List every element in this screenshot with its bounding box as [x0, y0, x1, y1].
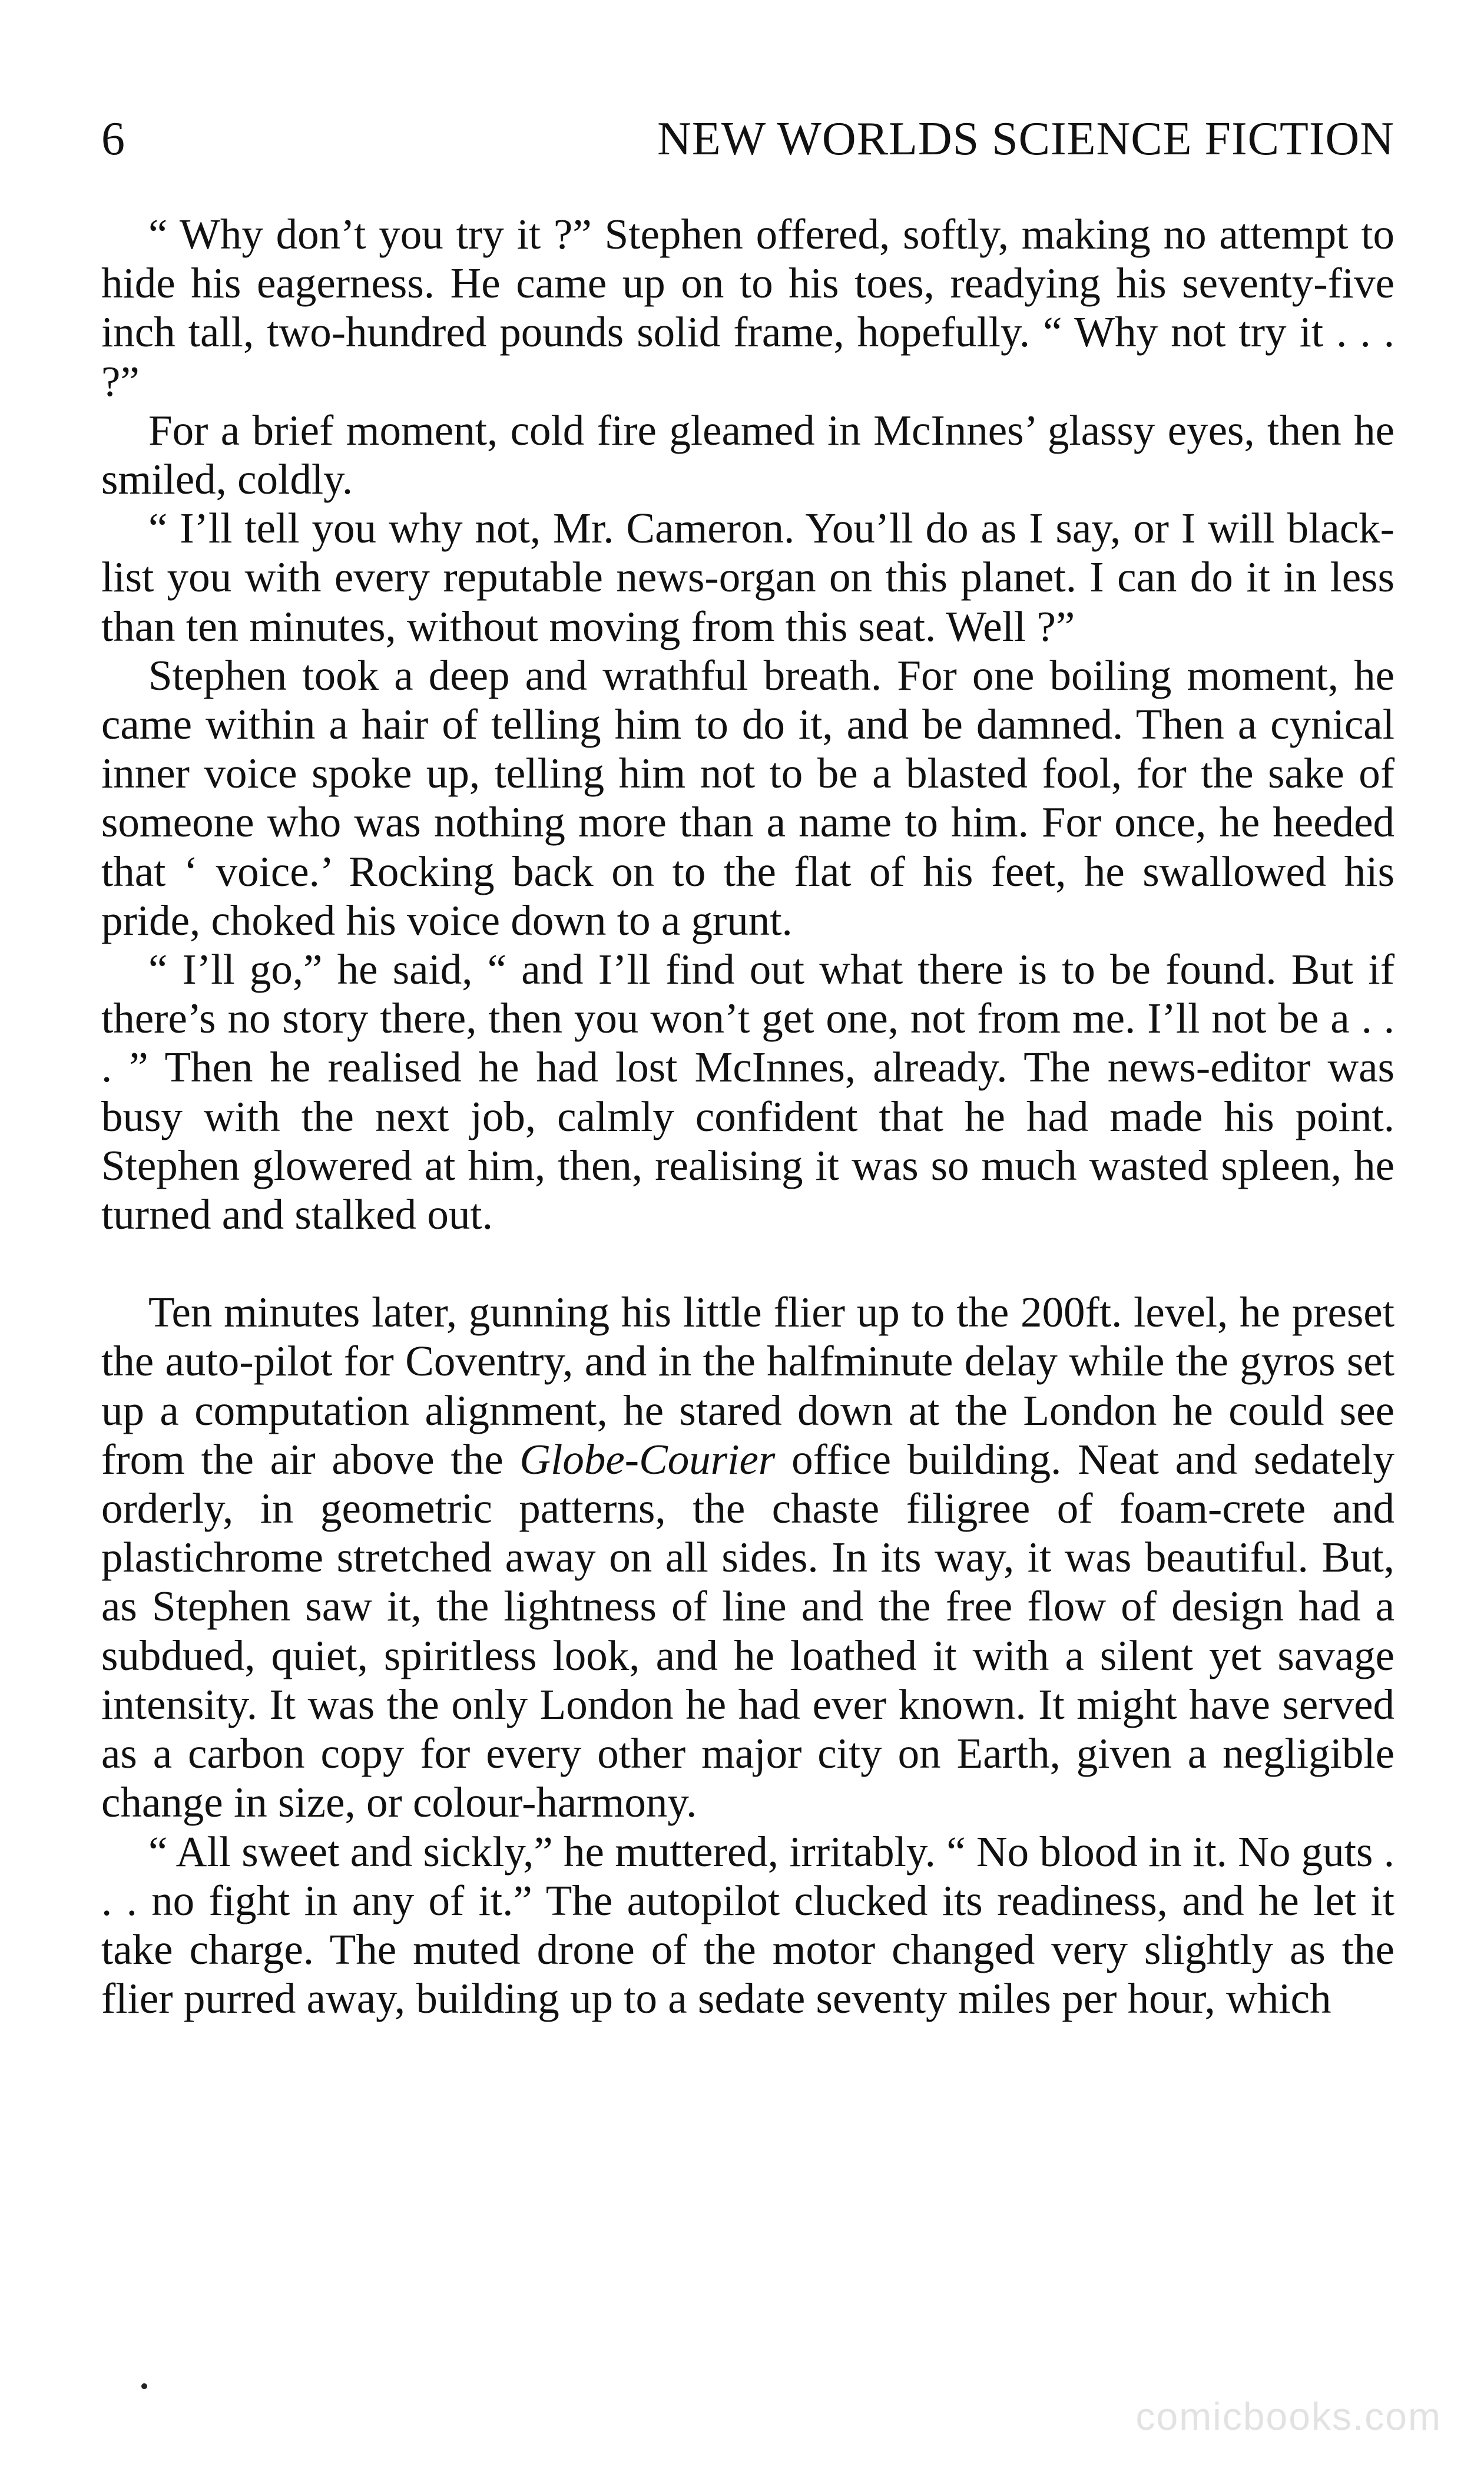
story-text	[101, 210, 1394, 2023]
paragraph-2: For a brief moment, cold fire gleamed in McInnes’ glassy eyes, then he smiled, coldly.	[101, 406, 1394, 504]
paragraph-6-remainder: office building. Neat and sedately orderly, in geometric patterns, the chaste filigree of foam-crete and plastichrome stretched away on all sides. In its way, it was beautiful. But, as Stephen saw it, the lightness of line and the free flow of design had a subdued, quiet, spiritless look, and he loathed it with a silent yet savage intensity. It was the only London he had ever known. It might have served as a carbon copy for every other major city on Earth, given a negligible change in size, or colour-harmony.	[101, 1435, 1395, 1827]
newspaper-name: Globe-Courier	[519, 1435, 776, 1483]
running-title: NEW WORLDS SCIENCE FICTION	[657, 113, 1394, 165]
print-speck	[141, 2383, 147, 2389]
paragraph-4: Stephen took a deep and wrathful breath. For one boiling moment, he came within a hair of telling him to do it, and be damned. Then a cynical inner voice spoke up, telling him not to be a blasted fool, for the sake of someone who was nothing more than a name to him. For once, he heeded that ‘ voice.’ Rocking back on to the flat of his feet, he swallowed his pride, choked his voice down to a grunt.	[101, 651, 1394, 944]
watermark: comicbooks.com	[1135, 2394, 1442, 2438]
section-break	[101, 1239, 1394, 1288]
paragraph-6	[101, 1288, 1394, 1827]
paragraph-3: “ I’ll tell you why not, Mr. Cameron. You’ll do as I say, or I will black-list you with every reputable news-organ on this planet. I can do it in less than ten minutes, without moving from this seat. Well ?”	[101, 504, 1394, 650]
paragraph-1: “ Why don’t you try it ?” Stephen offered, softly, making no attempt to hide his eagerness. He came up on to his toes, readying his seventy-five inch tall, two-hundred pounds solid frame, hopefully. “ Why not try it . . . ?”	[101, 210, 1394, 405]
page-number: 6	[101, 113, 125, 165]
paragraph-5: “ I’ll go,” he said, “ and I’ll find out what there is to be found. But if there’s no story there, then you won’t get one, not from me. I’ll not be a . . . ” Then he realised he had lost McInnes, already. The news-editor was busy with the next job, calmly confident that he had made his point. Stephen glowered at him, then, realising it was so much wasted spleen, he turned and stalked out.	[101, 945, 1394, 1239]
paragraph-6-opening: Ten minutes later, gunning his little flier up to the 200ft. level, he preset the auto-pilot for Coventry, and in the halfminute delay while the gyros set up a computation alignment, he stared down at the London he could see from the air above the	[101, 1288, 1394, 1483]
page-header	[101, 110, 1394, 168]
paragraph-7: “ All sweet and sickly,” he muttered, irritably. “ No blood in it. No guts . . . no fight in any of it.” The autopilot clucked its readiness, and he let it take charge. The muted drone of the motor changed very slightly as the flier purred away, building up to a sedate seventy miles per hour, which	[101, 1827, 1394, 2023]
